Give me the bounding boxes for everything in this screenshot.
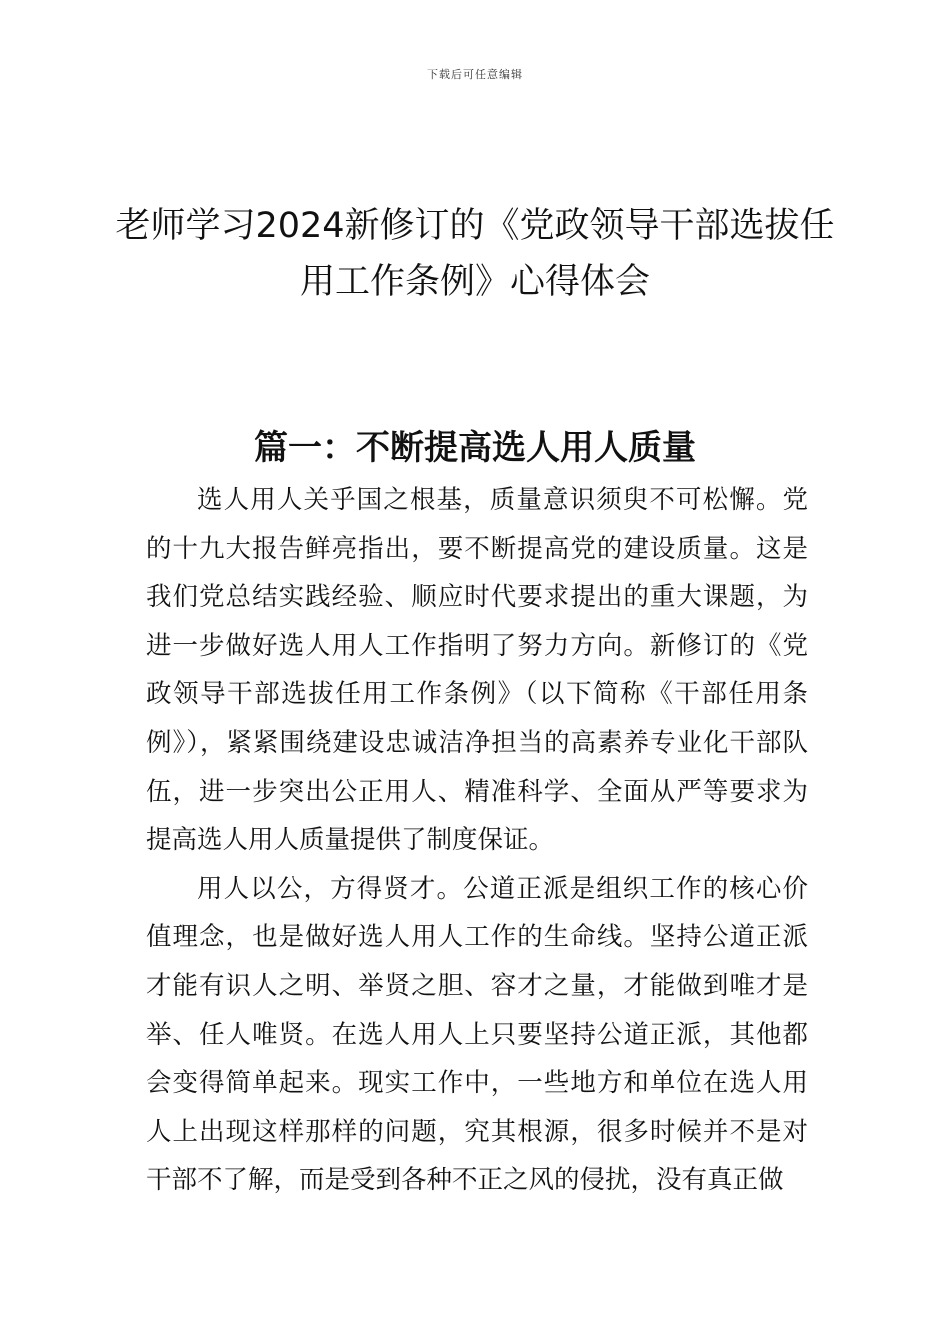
document-body — [146, 476, 808, 1205]
document-title: 老师学习2024新修订的《党政领导干部选拔任用工作条例》心得体会 — [115, 206, 835, 302]
header-note: 下载后可任意编辑 — [427, 68, 523, 81]
paragraph: 用人以公，方得贤才。公道正派是组织工作的核心价值理念，也是做好选人用人工作的生命线。坚持公道正派才能有识人之明、举贤之胆、容才之量，才能做到唯才是举、任人唯贤。在选人用人上只要坚持公道正派，其他都会变得简单起来。现实工作中，一些地方和单位在选人用人上出现这样那样的问题，究其根源，很多时候并不是对干部不了解，而是受到各种不正之风的侵扰，没有真正做 — [146, 873, 808, 1196]
section-heading: 篇一：不断提高选人用人质量 — [254, 428, 696, 468]
paragraph: 选人用人关乎国之根基，质量意识须臾不可松懈。党的十九大报告鲜亮指出，要不断提高党的建设质量。这是我们党总结实践经验、顺应时代要求提出的重大课题，为进一步做好选人用人工作指明了努力方向。新修订的《党政领导干部选拔任用工作条例》（以下简称《干部任用条例》），紧紧围绕建设忠诚洁净担当的高素养专业化干部队伍，进一步突出公正用人、精准科学、全面从严等要求为提高选人用人质量提供了制度保证。 — [146, 485, 808, 856]
